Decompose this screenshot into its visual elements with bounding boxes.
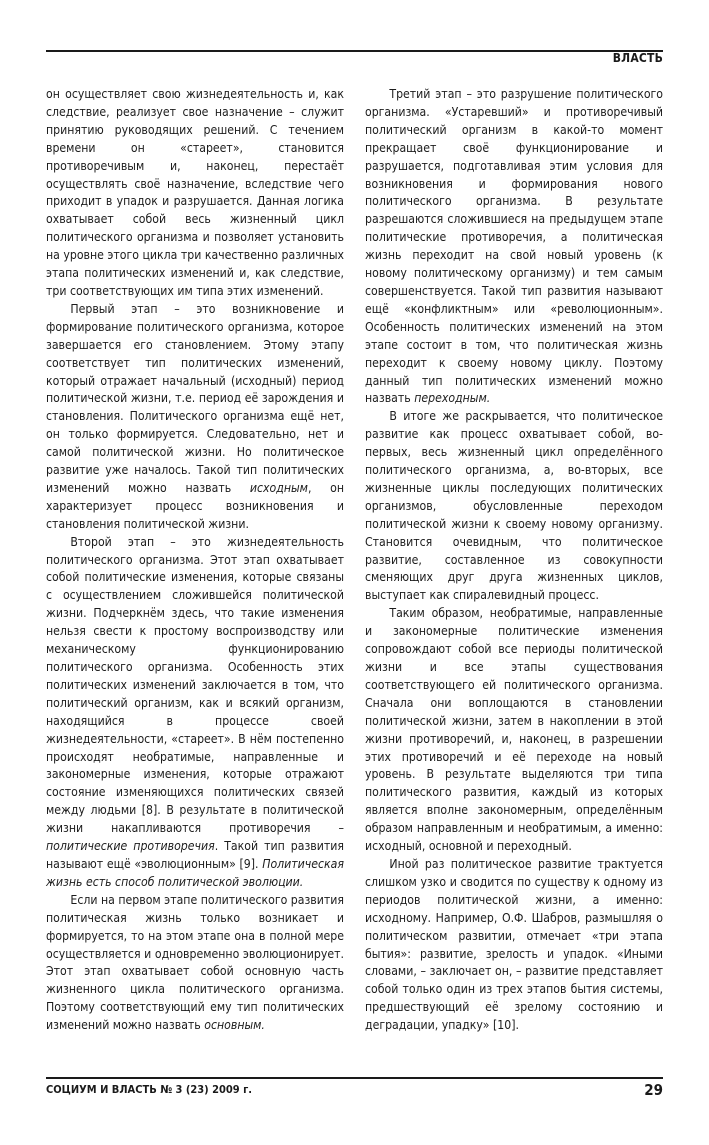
- paragraph: [46, 86, 344, 301]
- footer-rule: [46, 1077, 663, 1079]
- text-run: он осуществляет свою жизнедеятельность и, как следствие, реализует свое назначение – служит принятию руководящих решений. С течением времени он «стареет», становится противоречивым и, наконец, перестаёт осуществлять своё назначение, вследствие чего приходит в упадок и разрушается. Данная логика охватывает собой весь жизненный цикл политического организма и позволяет установить на уровне этого цикла три качественно различных этапа политических изменений и, как следствие, три соответствующих им типа этих изменений.: [46, 87, 344, 298]
- paragraph: [365, 605, 663, 856]
- section-label: ВЛАСТЬ: [612, 51, 663, 65]
- header-rule: [46, 50, 663, 52]
- italic-text-run: Политическая жизнь есть способ политической эволюции.: [46, 856, 344, 889]
- paragraph: [365, 408, 663, 605]
- paragraph: [46, 892, 344, 1035]
- text-run: Первый этап – это возникновение и формирование политического организма, которое завершается его становлением. Этому этапу соответствует тип политических изменений, который отражает начальный (исходный) период политической жизни, т.е. период её зарождения и становления. Политического организма ещё нет, он только формируется. Следовательно, нет и самой политической жизни. Но политическое развитие уже началось. Такой тип политических изменений можно назвать: [46, 301, 344, 495]
- journal-footer: СОЦИУМ И ВЛАСТЬ № 3 (23) 2009 г.: [46, 1083, 253, 1096]
- paragraph: [46, 534, 344, 892]
- page-number: 29: [644, 1081, 663, 1099]
- italic-text-run: политические противоречия: [46, 839, 215, 854]
- italic-text-run: основным.: [204, 1018, 265, 1033]
- text-run: В итоге же раскрывается, что политическое развитие как процесс охватывает собой, во-первых, весь жизненный цикл определённого политического организма, а, во-вторых, все жизненные циклы последующих политических организмов, обусловленные переходом политической жизни к своему новому организму. Становится очевидным, что политическое развитие, составленное из совокупности сменяющих друг друга жизненных циклов, выступает как спиралевидный процесс.: [365, 409, 663, 603]
- italic-text-run: переходным.: [414, 391, 491, 406]
- paragraph: [365, 86, 663, 408]
- text-run: Таким образом, необратимые, направленные и закономерные политические изменения сопровождают собой все периоды политической жизни и все этапы существования соответствующего ей политического организма. Сначала они воплощаются в становлении политической жизни, затем в накоплении в этой жизни противоречий, и, наконец, в разрешении этих противоречий и её переходе на новый уровень. В результате выделяются три типа политического развития, каждый из которых является вполне закономерным, определённым образом направленным и необратимым, а именно: исходный, основной и переходный.: [365, 606, 663, 854]
- text-run: Если на первом этапе политического развития политическая жизнь только возникает и формируется, то на этом этапе она в полной мере осуществляется и одновременно эволюционирует. Этот этап охватывает собой основную часть жизненного цикла политического организма. Поэтому соответствующий ему тип политических изменений можно назвать: [46, 892, 344, 1033]
- text-run: Второй этап – это жизнедеятельность политического организма. Этот этап охватывает собой политические изменения, которые связаны с осуществлением сложившейся политической жизни. Подчеркнём здесь, что такие изменения нельзя свести к простому воспроизводству или механическому функционированию политического организма. Особенность этих политических изменений заключается в том, что политический организм, как и всякий организм, находящийся в процессе своей жизнедеятельности, «стареет». В нём постепенно происходят необратимые, направленные и закономерные изменения, которые отражают состояние изменяющихся политических связей между людьми [8]. В результате в политической жизни накапливаются противоречия –: [46, 534, 344, 836]
- text-run: Иной раз политическое развитие трактуется слишком узко и сводится по существу к одному из периодов политической жизни, а именно: исходному. Например, О.Ф. Шабров, размышляя о политическом развитии, отмечает «три этапа бытия»: развитие, зрелость и упадок. «Иными словами, – заключает он, – развитие представляет собой только один из трех этапов бытия системы, предшествующий её зрелому состоянию и деградации, упадку» [10].: [365, 856, 663, 1033]
- right-column: [365, 86, 663, 1035]
- text-run: Третий этап – это разрушение политического организма. «Устаревший» и противоречивый политический организм в какой-то момент прекращает своё функционирование и разрушается, подготавливая этим условия для возникновения и формирования нового политического организма. В результате разрешаются сложившиеся на предыдущем этапе политические противоречия, а политическая жизнь переходит на свой новый уровень (к новому политическому организму) и тем самым совершенствуется. Такой тип развития называют ещё «конфликтным» или «революционным». Особенность политических изменений на этом этапе состоит в том, что политическая жизнь переходит к своему новому циклу. Поэтому данный тип политических изменений можно назвать: [365, 87, 663, 406]
- paragraph: [365, 856, 663, 1035]
- text-run: . Такой тип развития называют ещё «эволюционным» [9].: [46, 839, 344, 871]
- left-column: [46, 86, 344, 1035]
- paragraph: [46, 301, 344, 534]
- italic-text-run: исходным: [249, 480, 308, 495]
- text-run: , он характеризует процесс возникновения и становления политической жизни.: [46, 480, 344, 531]
